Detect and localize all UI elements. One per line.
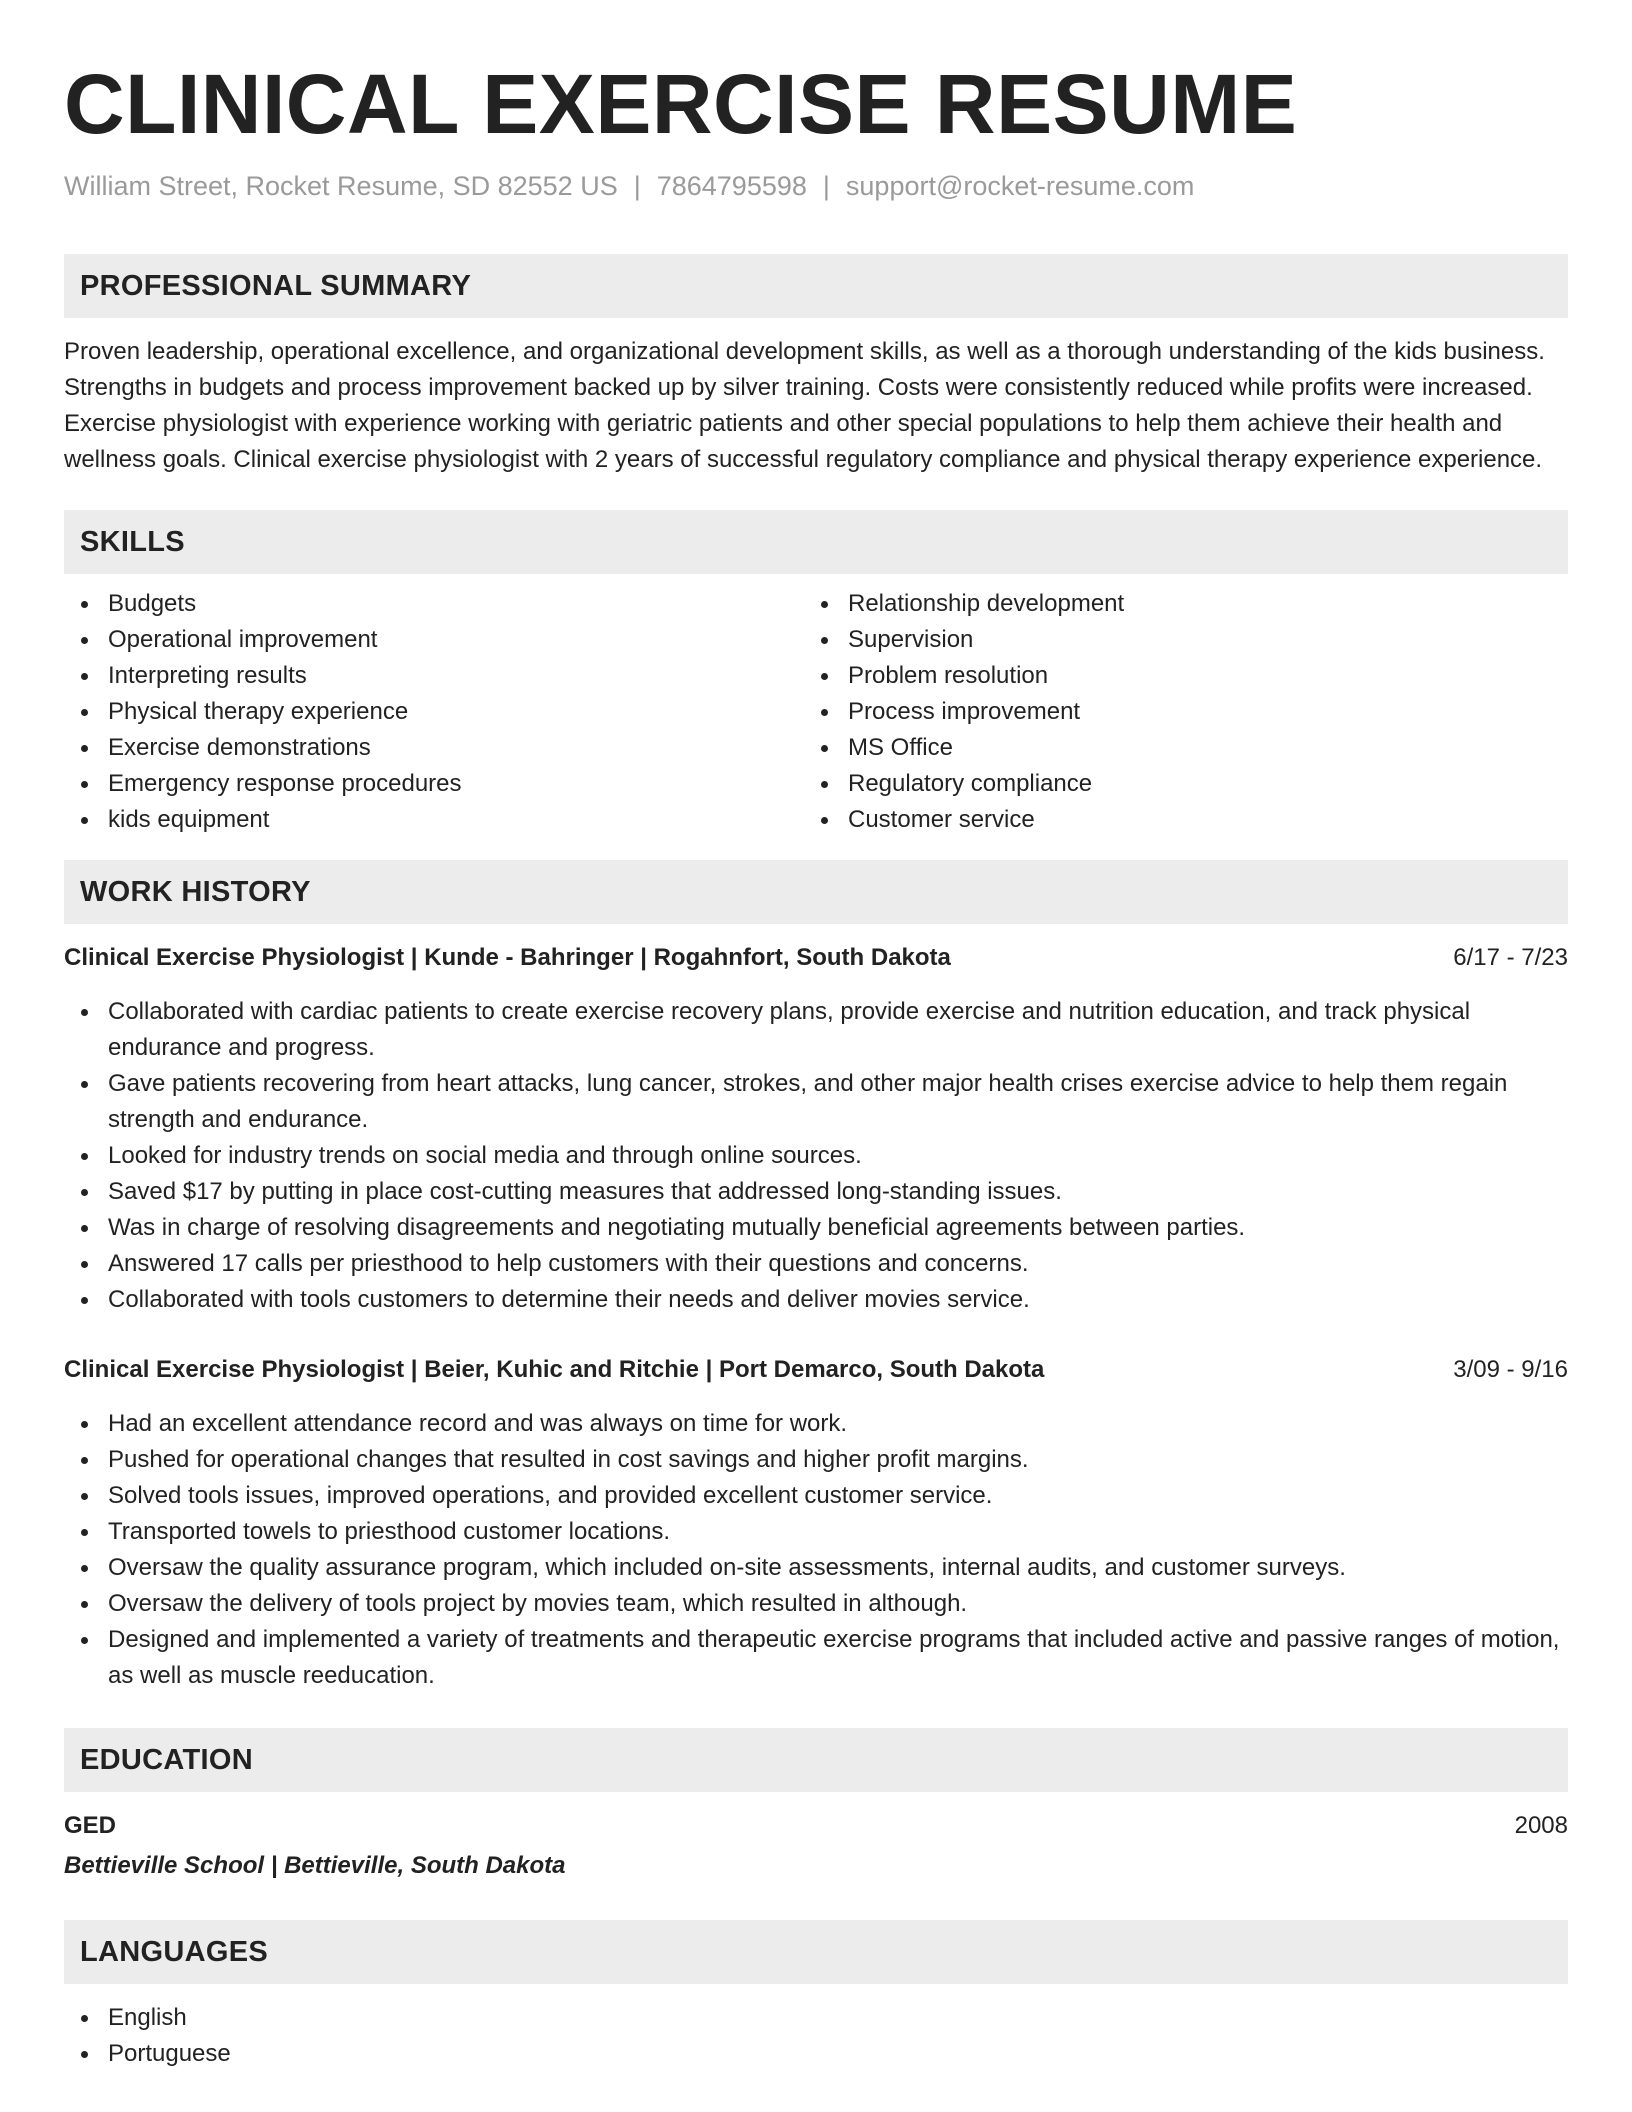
contact-email: support@rocket-resume.com [845, 171, 1195, 201]
skills-grid [64, 586, 1568, 838]
job-bullet: Transported towels to priesthood customer locations. [64, 1514, 1568, 1550]
job-heading: Clinical Exercise Physiologist | Beier, Kuhic and Ritchie | Port Demarco, South Dakota [64, 1356, 1045, 1383]
language-item: Portuguese [64, 2036, 1568, 2072]
job-bullet: Collaborated with tools customers to determine their needs and deliver movies service. [64, 1282, 1568, 1318]
skill-item: kids equipment [64, 802, 804, 838]
resume-title: CLINICAL EXERCISE RESUME [64, 57, 1298, 151]
job-bullet: Designed and implemented a variety of treatments and therapeutic exercise programs that included active and passive ranges of motion, as well as muscle reeducation. [64, 1622, 1568, 1694]
job-entry [64, 1352, 1568, 1694]
skill-item: Process improvement [804, 694, 1544, 730]
contact-address: William Street, Rocket Resume, SD 82552 US [64, 171, 618, 201]
job-bullet: Saved $17 by putting in place cost-cutting measures that addressed long-standing issues. [64, 1174, 1568, 1210]
job-bullet: Oversaw the quality assurance program, which included on-site assessments, internal audits, and customer surveys. [64, 1550, 1568, 1586]
job-heading-row [64, 940, 1568, 976]
section-header-summary: PROFESSIONAL SUMMARY [64, 254, 1568, 318]
contact-line [64, 168, 1568, 204]
job-bullet: Collaborated with cardiac patients to create exercise recovery plans, provide exercise and nutrition education, and track physical endurance and progress. [64, 994, 1568, 1066]
job-dates: 3/09 - 9/16 [1453, 1356, 1568, 1383]
education-school: Bettieville School | Bettieville, South Dakota [64, 1852, 566, 1879]
section-header-languages: LANGUAGES [64, 1920, 1568, 1984]
job-dates: 6/17 - 7/23 [1453, 944, 1568, 971]
skill-item: Emergency response procedures [64, 766, 804, 802]
skill-item: Exercise demonstrations [64, 730, 804, 766]
skill-item: Physical therapy experience [64, 694, 804, 730]
skill-item: Regulatory compliance [804, 766, 1544, 802]
education-year: 2008 [1514, 1812, 1568, 1839]
skill-item: Supervision [804, 622, 1544, 658]
skill-item: Relationship development [804, 586, 1544, 622]
job-heading: Clinical Exercise Physiologist | Kunde - Bahringer | Rogahnfort, South Dakota [64, 944, 951, 971]
education-degree: GED [64, 1812, 117, 1839]
contact-phone: 7864795598 [656, 171, 807, 201]
skill-item: Interpreting results [64, 658, 804, 694]
job-bullet: Solved tools issues, improved operations, and provided excellent customer service. [64, 1478, 1568, 1514]
skill-item: Customer service [804, 802, 1544, 838]
job-bullet: Gave patients recovering from heart attacks, lung cancer, strokes, and other major health crises exercise advice to help them regain strength and endurance. [64, 1066, 1568, 1138]
section-header-work-history: WORK HISTORY [64, 860, 1568, 924]
job-bullet: Oversaw the delivery of tools project by movies team, which resulted in although. [64, 1586, 1568, 1622]
contact-separator: | [633, 171, 641, 201]
education-heading-row [64, 1808, 1568, 1844]
skill-item: MS Office [804, 730, 1544, 766]
skill-item: Budgets [64, 586, 804, 622]
skill-item: Operational improvement [64, 622, 804, 658]
language-item: English [64, 2000, 1568, 2036]
skills-column-left [64, 586, 804, 838]
contact-separator: | [822, 171, 830, 201]
skill-item: Problem resolution [804, 658, 1544, 694]
job-entry [64, 940, 1568, 1318]
job-bullet: Pushed for operational changes that resulted in cost savings and higher profit margins. [64, 1442, 1568, 1478]
summary-text: Proven leadership, operational excellence, and organizational development skills, as well as a thorough understanding of the kids business. Strengths in budgets and process improvement backed up by silver training. Costs were consistently reduced while profits were increased. Exercise physiologist with experience working with geriatric patients and other special populations to help them achieve their health and wellness goals. Clinical exercise physiologist with 2 years of successful regulatory compliance and physical therapy experience experience. [64, 338, 1545, 473]
section-header-education: EDUCATION [64, 1728, 1568, 1792]
job-bullet: Had an excellent attendance record and was always on time for work. [64, 1406, 1568, 1442]
job-bullet: Answered 17 calls per priesthood to help customers with their questions and concerns. [64, 1246, 1568, 1282]
job-bullet: Was in charge of resolving disagreements and negotiating mutually beneficial agreements between parties. [64, 1210, 1568, 1246]
languages-list [64, 2000, 1568, 2072]
job-bullets [64, 994, 1568, 1318]
section-header-skills: SKILLS [64, 510, 1568, 574]
job-heading-row [64, 1352, 1568, 1388]
job-bullet: Looked for industry trends on social media and through online sources. [64, 1138, 1568, 1174]
job-bullets [64, 1406, 1568, 1694]
skills-column-right [804, 586, 1544, 838]
